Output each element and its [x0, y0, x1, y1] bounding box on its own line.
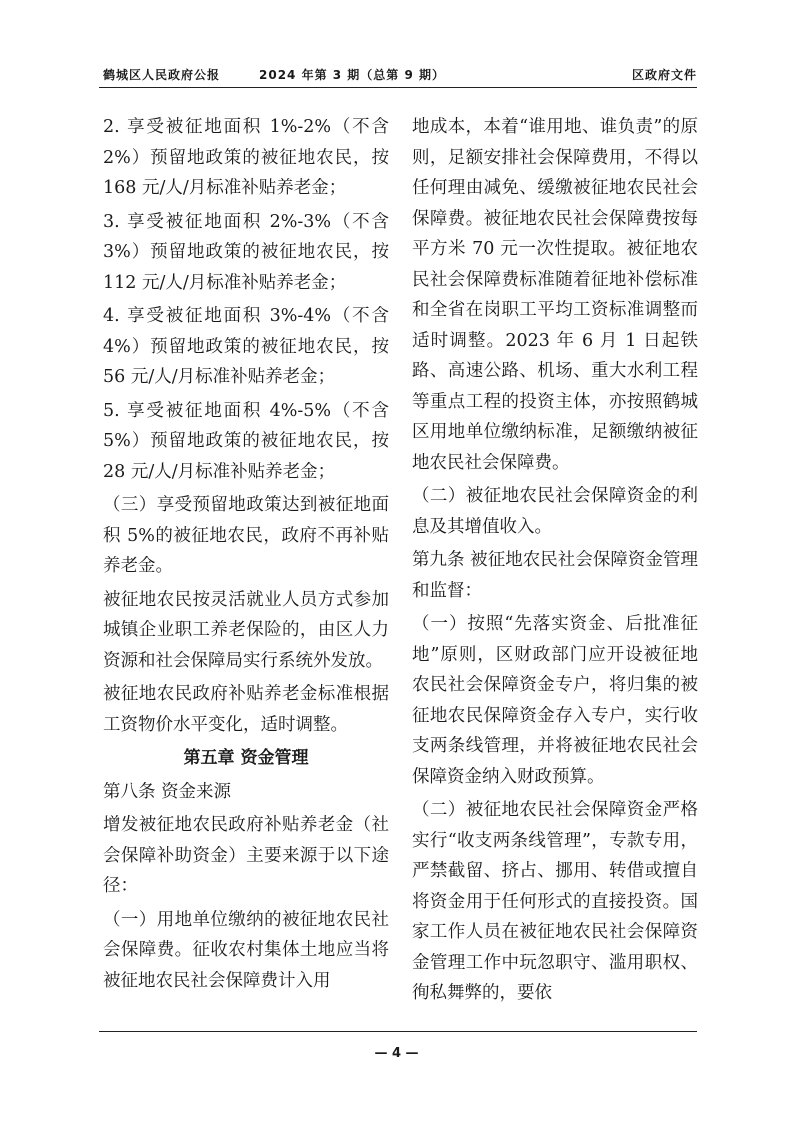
publisher-name: 鹤城区人民政府公报	[103, 68, 221, 82]
list-item: 3. 享受被征地面积 2%-3%（不含 3%）预留地政策的被征地农民，按 112 元/人/月标准补贴养老金；	[103, 211, 389, 293]
article-heading: 第八条 资金来源	[103, 781, 232, 802]
article-heading: 第九条 被征地农民社会保障资金管理和监督：	[412, 550, 698, 601]
issue-number: 2024 年第 3 期（总第 9 期）	[259, 68, 445, 82]
footer-divider	[99, 1031, 697, 1032]
page-number: — 4 —	[374, 1046, 419, 1061]
page-header	[103, 62, 697, 84]
list-item: 5. 享受被征地面积 4%-5%（不含 5%）预留地政策的被征地农民，按 28 元/人/月标准补贴养老金；	[103, 400, 389, 482]
paragraph: 被征地农民按灵活就业人员方式参加城镇企业职工养老保险的，由区人力资源和社会保障局实行系统外发放。	[103, 589, 389, 671]
chapter-title: 第五章 资金管理	[183, 748, 309, 768]
left-column	[103, 112, 389, 999]
list-item: 4. 享受被征地面积 3%-4%（不含 4%）预留地政策的被征地农民，按 56 元/人/月标准补贴养老金；	[103, 306, 389, 387]
paragraph: 地成本，本着“谁用地、谁负责”的原则，足额安排社会保障费用，不得以任何理由减免、缓缴被征地农民社会保障费。被征地农民社会保障费按每平方米 70 元一次性提取。被征地农民社会保障费标准随着征地补偿标准和全省在岗职工平均工资标准调整而适时调整。2023 年 6 月 1 日起铁路、高速公路、机场、重大水利工程等重点工程的投资主体，亦按照鹤城区用地单位缴纳标准，足额缴纳被征地农民社会保障费。	[412, 117, 698, 473]
list-item: 2. 享受被征地面积 1%-2%（不含 2%）预留地政策的被征地农民，按 168 元/人/月标准补贴养老金；	[103, 117, 389, 198]
list-item: （三）享受预留地政策达到被征地面积 5%的被征地农民，政府不再补贴养老金。	[103, 495, 389, 576]
list-item: （一）按照“先落实资金、后批准征地”原则，区财政部门应开设被征地农民社会保障资金专户，将归集的被征地农民保障资金存入专户，实行收支两条线管理，并将被征地农民社会保障资金纳入财政预算。	[412, 614, 698, 787]
list-item: （一）用地单位缴纳的被征地农民社会保障费。征收农村集体土地应当将被征地农民社会保障费计入用	[103, 909, 389, 991]
paragraph: 被征地农民政府补贴养老金标准根据工资物价水平变化，适时调整。	[103, 684, 389, 735]
header-divider	[99, 87, 697, 88]
list-item: （二）被征地农民社会保障资金的利息及其增值收入。	[412, 486, 698, 537]
document-category: 区政府文件	[631, 68, 697, 82]
paragraph: 增发被征地农民政府补贴养老金（社会保障补助资金）主要来源于以下途径：	[103, 815, 389, 896]
right-column	[412, 112, 698, 1012]
list-item: （二）被征地农民社会保障资金严格实行“收支两条线管理”，专款专用，严禁截留、挤占、挪用、转借或擅自将资金用于任何形式的直接投资。国家工作人员在被征地农民社会保障资金管理工作中玩忽职守、滥用职权、徇私舞弊的，要依	[412, 800, 698, 1003]
